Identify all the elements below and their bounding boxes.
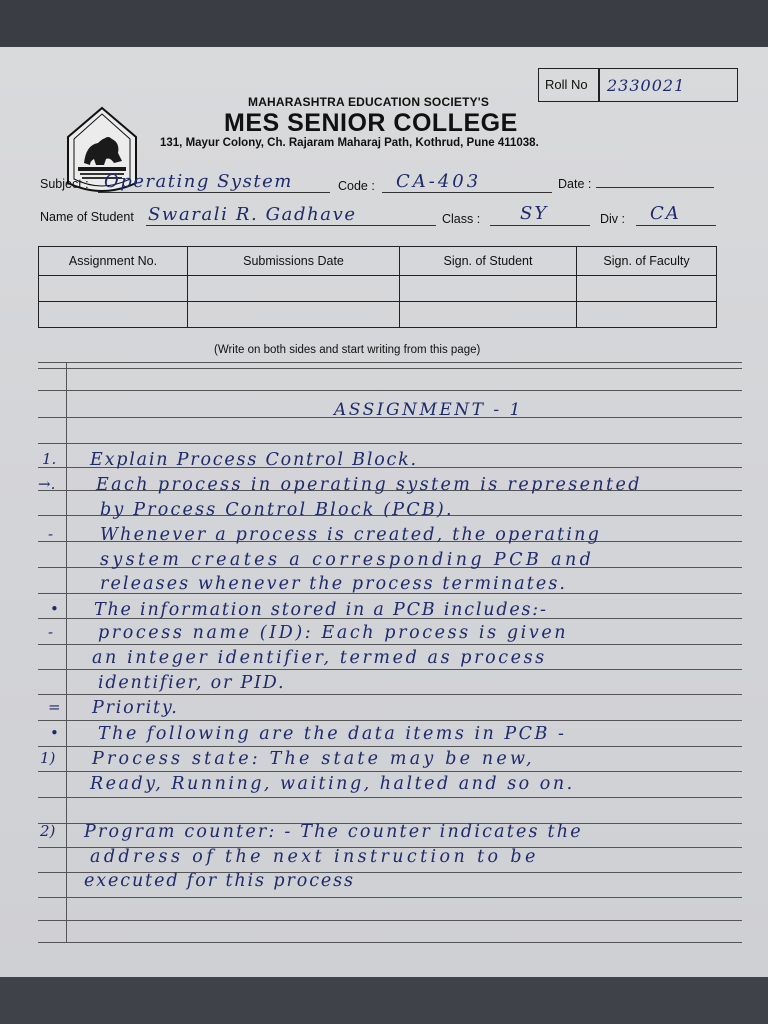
handwritten-line: process name (ID): Each process is given — [98, 623, 569, 643]
table-cell — [577, 276, 717, 302]
div-label: Div : — [600, 212, 625, 226]
date-label: Date : — [558, 177, 592, 191]
line-marker: = — [48, 698, 61, 716]
background-surface — [0, 977, 768, 1024]
ruled-line — [38, 942, 742, 943]
div-value: CA — [650, 203, 681, 224]
subject-value: Operating System — [104, 171, 293, 192]
ruled-line — [38, 694, 742, 695]
code-underline — [382, 192, 552, 193]
handwritten-line: Each process in operating system is represented — [96, 475, 642, 495]
student-name-underline — [146, 225, 436, 226]
ruled-line — [38, 443, 742, 444]
table-header-cell: Sign. of Faculty — [577, 247, 717, 276]
ruled-line — [38, 897, 742, 898]
roll-number-label: Roll No — [545, 77, 588, 92]
table-header-cell: Sign. of Student — [400, 247, 577, 276]
ruled-line — [38, 746, 742, 747]
table-cell — [400, 276, 577, 302]
line-marker: 1. — [42, 450, 57, 468]
ruled-line — [38, 362, 742, 363]
roll-number-box — [538, 68, 738, 102]
subject-label: Subject : — [40, 177, 89, 191]
handwritten-line: address of the next instruction to be — [90, 847, 539, 867]
handwritten-line: Explain Process Control Block. — [90, 450, 418, 470]
handwritten-line: Program counter: - The counter indicates the — [84, 822, 583, 842]
handwritten-line: identifier, or PID. — [98, 673, 286, 693]
handwritten-line: releases whenever the process terminates. — [100, 574, 568, 594]
handwritten-line: The following are the data items in PCB - — [98, 724, 567, 744]
table-cell — [400, 302, 577, 328]
paper-sheet — [0, 47, 768, 977]
table-header-cell: Assignment No. — [39, 247, 188, 276]
ruled-line — [38, 644, 742, 645]
date-underline — [596, 187, 714, 188]
table-cell — [39, 302, 188, 328]
line-marker: - — [48, 623, 54, 641]
table-cell — [39, 276, 188, 302]
society-name: MAHARASHTRA EDUCATION SOCIETY'S — [248, 95, 490, 109]
code-label: Code : — [338, 179, 375, 193]
code-value: CA-403 — [396, 171, 482, 192]
class-value: SY — [520, 203, 549, 224]
handwritten-line: by Process Control Block (PCB). — [100, 500, 454, 520]
ruled-line — [38, 368, 742, 369]
table-header-row — [39, 247, 717, 276]
line-marker: 1) — [40, 749, 56, 767]
margin-line — [66, 362, 67, 942]
line-marker: • — [50, 724, 59, 742]
ruled-line — [38, 720, 742, 721]
table-cell — [577, 302, 717, 328]
roll-number-value: 2330021 — [607, 76, 686, 95]
student-name-label: Name of Student — [40, 210, 134, 224]
handwritten-line: Priority. — [92, 698, 179, 718]
table-header-cell: Submissions Date — [188, 247, 400, 276]
class-underline — [490, 225, 590, 226]
handwritten-line: an integer identifier, termed as process — [92, 648, 547, 668]
roll-box-divider — [598, 69, 600, 101]
assignment-record-table — [38, 246, 717, 328]
table-row — [39, 276, 717, 302]
subject-underline — [98, 192, 330, 193]
line-marker: - — [48, 525, 54, 543]
class-label: Class : — [442, 212, 481, 226]
handwritten-line: The information stored in a PCB includes:- — [94, 600, 548, 620]
ruled-line — [38, 920, 742, 921]
assignment-title: ASSIGNMENT - 1 — [334, 400, 523, 420]
ruled-line — [38, 669, 742, 670]
div-underline — [636, 225, 716, 226]
handwritten-line: executed for this process — [84, 871, 355, 891]
table-cell — [188, 302, 400, 328]
student-name-value: Swarali R. Gadhave — [148, 204, 357, 225]
college-address: 131, Mayur Colony, Ch. Rajaram Maharaj Path, Kothrud, Pune 411038. — [160, 137, 539, 149]
line-marker: • — [50, 600, 59, 618]
line-marker: →. — [38, 475, 56, 493]
handwritten-line: Whenever a process is created, the operating — [100, 525, 602, 545]
handwritten-line: system creates a corresponding PCB and — [100, 550, 595, 570]
writing-instruction-note: (Write on both sides and start writing from this page) — [214, 344, 481, 356]
ruled-line — [38, 771, 742, 772]
ruled-line — [38, 390, 742, 391]
college-name: MES SENIOR COLLEGE — [224, 109, 518, 137]
handwritten-line: Ready, Running, waiting, halted and so on. — [90, 774, 575, 794]
table-cell — [188, 276, 400, 302]
handwritten-line: Process state: The state may be new, — [92, 749, 535, 769]
line-marker: 2) — [40, 822, 56, 840]
ruled-line — [38, 797, 742, 798]
table-row — [39, 302, 717, 328]
